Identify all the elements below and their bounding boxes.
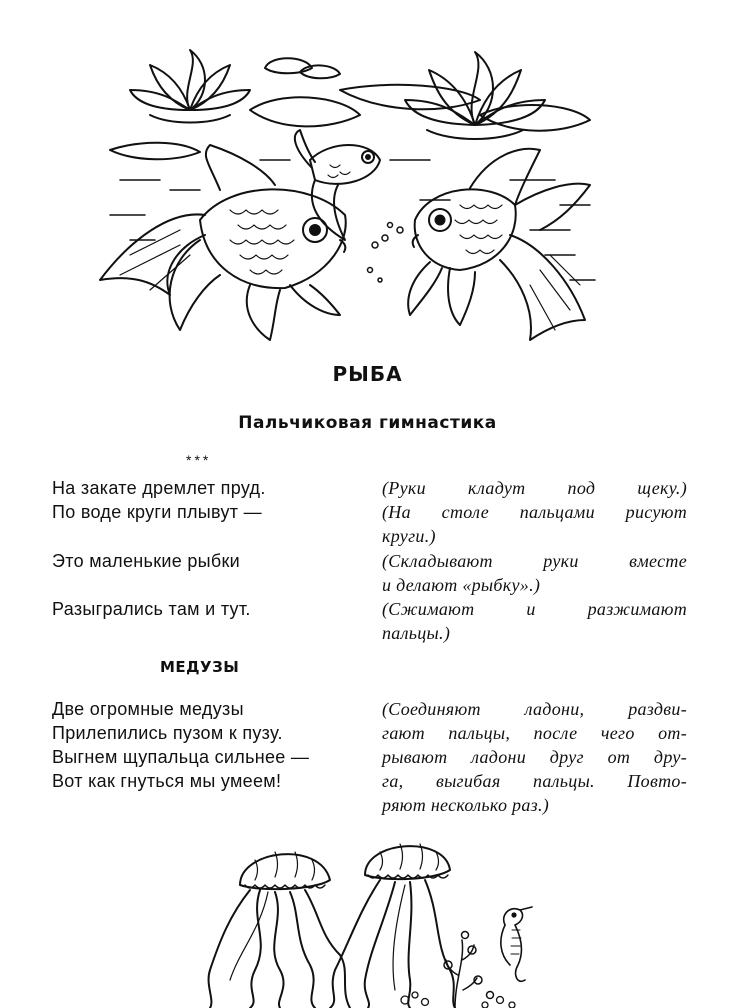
action-line: ряют несколько раз.) [382, 795, 550, 815]
verse-line: Это маленькие рыбки [52, 551, 241, 571]
verse-line: Выгнем щупальца сильнее — [52, 747, 310, 767]
verse-line: На закате дремлет пруд. [52, 478, 266, 498]
section-heading-jellyfish: МЕДУЗЫ [160, 658, 240, 676]
verse-line: Прилепились пузом к пузу. [52, 723, 283, 743]
stanza-separator: *** [186, 452, 212, 468]
poem1-verse-4 [52, 597, 372, 621]
poem2-verse [52, 697, 372, 793]
action-line: рывают ладони друг от дру- [382, 747, 687, 767]
action-line: (Соединяют ладони, раздви- [382, 699, 687, 719]
poem1-verse-2 [52, 500, 372, 524]
action-line: (Складывают руки вместе [382, 551, 687, 571]
jellyfish-illustration [200, 830, 545, 1008]
page-title: РЫБА [332, 362, 403, 386]
action-line: гают пальцы, после чего от- [382, 723, 687, 743]
poem1-action-4 [382, 597, 687, 645]
poem2-action [382, 697, 687, 817]
poem1-action-3 [382, 549, 687, 597]
action-line: га, выгибая пальцы. Повто- [382, 771, 687, 791]
fish-pond-illustration [90, 40, 610, 355]
verse-line: Две огромные медузы [52, 699, 244, 719]
verse-line: По воде круги плывут — [52, 502, 262, 522]
poem1-action-2 [382, 500, 687, 548]
action-line: круги.) [382, 526, 436, 546]
action-line: пальцы.) [382, 623, 451, 643]
poem1-verse-3 [52, 549, 372, 573]
poem1-action-1 [382, 476, 687, 500]
poem1-verse-1 [52, 476, 372, 500]
action-line: (Руки кладут под щеку.) [382, 478, 687, 498]
verse-line: Вот как гнуться мы умеем! [52, 771, 282, 791]
action-line: (Сжимают и разжимают [382, 599, 687, 619]
action-line: и делают «рыбку».) [382, 575, 541, 595]
verse-line: Разыгрались там и тут. [52, 599, 251, 619]
section-subtitle: Пальчиковая гимнастика [238, 413, 497, 433]
action-line: (На столе пальцами рисуют [382, 502, 687, 522]
